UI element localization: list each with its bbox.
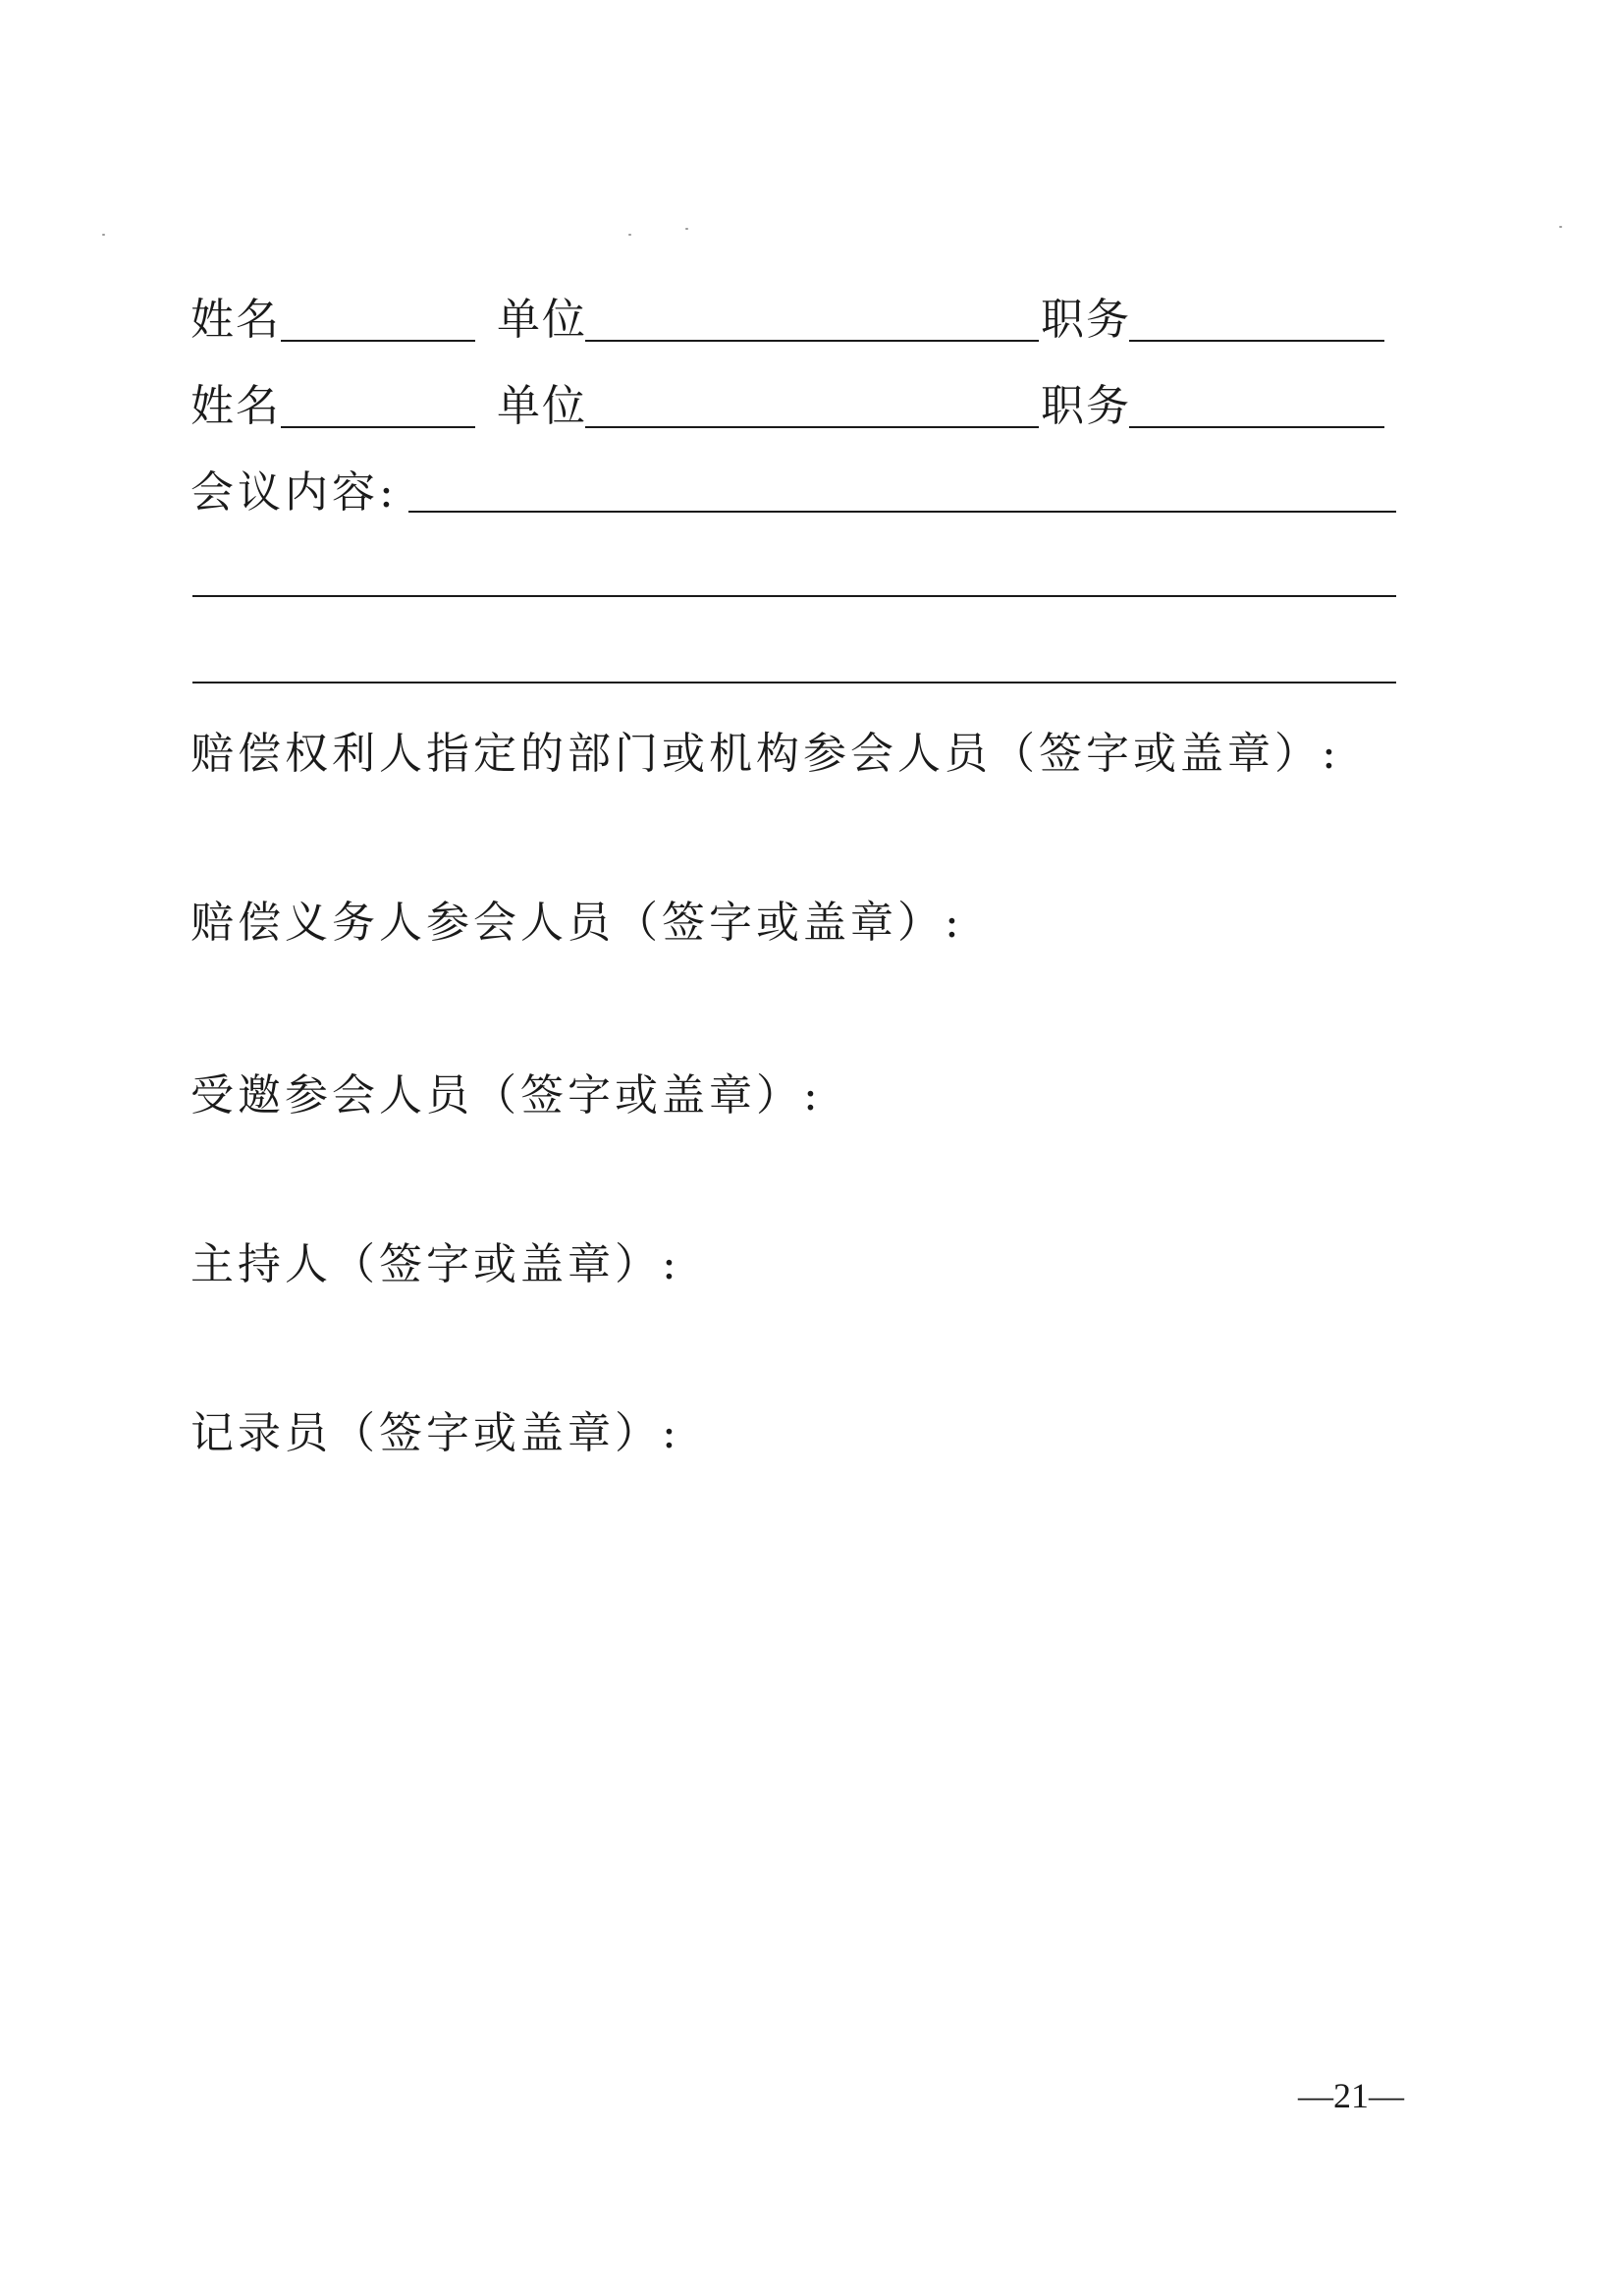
scan-speck <box>1559 226 1562 228</box>
scan-speck <box>628 234 631 236</box>
scan-speck <box>102 234 105 236</box>
position-label-1: 职务 <box>1041 295 1131 345</box>
name-field-1[interactable] <box>281 340 475 342</box>
recorder-signature: 记录员（签字或盖章）: <box>190 1408 680 1458</box>
meeting-content-label: 会议内容: <box>190 467 398 518</box>
name-field-2[interactable] <box>281 426 475 428</box>
invitee-signature: 受邀参会人员（签字或盖章）: <box>190 1070 822 1121</box>
unit-field-1[interactable] <box>585 340 1039 342</box>
name-label-2: 姓名 <box>190 381 281 431</box>
unit-label-1: 单位 <box>497 295 587 345</box>
obligor-signature: 赔偿义务人参会人员（签字或盖章）: <box>190 898 963 948</box>
name-label-1: 姓名 <box>190 295 281 345</box>
right-holder-signature: 赔偿权利人指定的部门或机构参会人员（签字或盖章）: <box>190 729 1340 779</box>
meeting-content-line-1[interactable] <box>408 511 1396 513</box>
host-signature: 主持人（签字或盖章）: <box>190 1239 680 1289</box>
position-field-2[interactable] <box>1129 426 1384 428</box>
meeting-content-line-3[interactable] <box>192 682 1396 683</box>
position-field-1[interactable] <box>1129 340 1384 342</box>
scan-speck <box>685 228 688 230</box>
unit-field-2[interactable] <box>585 426 1039 428</box>
page-number: —21— <box>1298 2076 1404 2115</box>
meeting-content-line-2[interactable] <box>192 595 1396 597</box>
unit-label-2: 单位 <box>497 381 587 431</box>
position-label-2: 职务 <box>1041 381 1131 431</box>
